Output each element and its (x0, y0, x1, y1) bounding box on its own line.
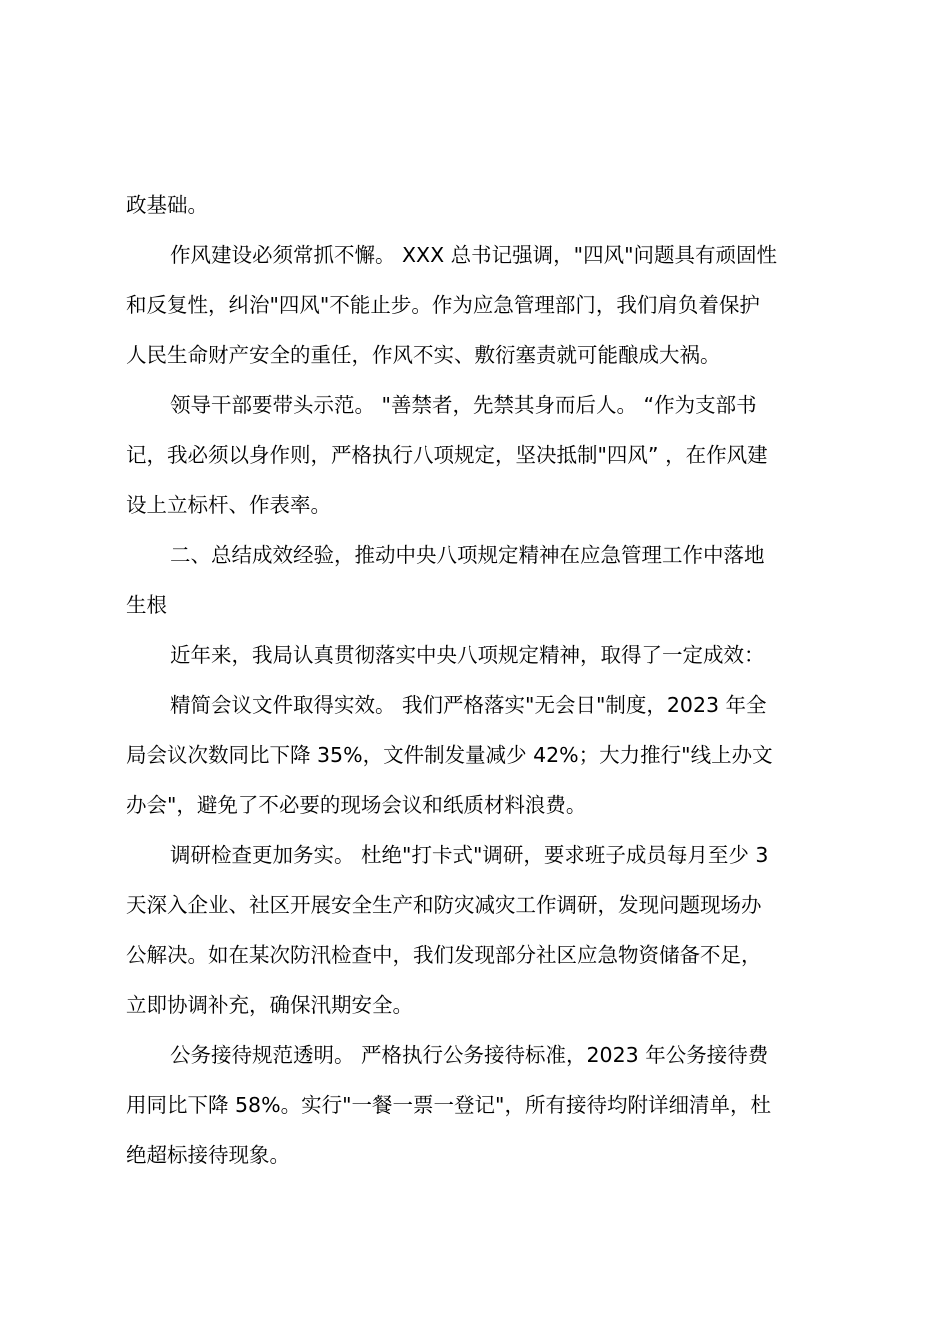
section-heading-line-2: 生根 (126, 593, 167, 617)
text-line-6: 记，我必须以身作则，严格执行八项规定，坚决抵制"四风” ，在作风建 (126, 443, 768, 467)
text-line-11: 精简会议文件取得实效。 我们严格落实"无会日"制度，2023 年全 (170, 693, 767, 717)
text-line-18: 公务接待规范透明。 严格执行公务接待标准，2023 年公务接待费 (170, 1043, 769, 1067)
text-line-1: 政基础。 (126, 193, 208, 217)
document-body (126, 180, 834, 1180)
text-line-3: 和反复性，纠治"四风"不能止步。作为应急管理部门，我们肩负着保护 (126, 293, 760, 317)
text-line-2: 作风建设必须常抓不懈。 XXX 总书记强调，"四风"问题具有顽固性 (170, 243, 778, 267)
text-line-10: 近年来，我局认真贯彻落实中央八项规定精神，取得了一定成效： (170, 643, 765, 667)
text-line-19: 用同比下降 58%。实行"一餐一票一登记"，所有接待均附详细清单，杜 (126, 1093, 771, 1117)
text-line-15: 天深入企业、社区开展安全生产和防灾减灾工作调研，发现问题现场办 (126, 893, 762, 917)
text-line-5: 领导干部要带头示范。 "善禁者，先禁其身而后人。 “作为支部书 (170, 393, 757, 417)
text-line-12: 局会议次数同比下降 35%，文件制发量减少 42%；大力推行"线上办文 (126, 743, 773, 767)
text-line-7: 设上立标杆、作表率。 (126, 493, 331, 517)
text-line-16: 公解决。如在某次防汛检查中，我们发现部分社区应急物资储备不足， (126, 943, 762, 967)
text-line-14: 调研检查更加务实。 杜绝"打卡式"调研，要求班子成员每月至少 3 (170, 843, 769, 867)
text-line-20: 绝超标接待现象。 (126, 1143, 290, 1167)
text-line-4: 人民生命财产安全的重任，作风不实、敷衍塞责就可能酿成大祸。 (126, 343, 721, 367)
text-line-17: 立即协调补充，确保汛期安全。 (126, 993, 413, 1017)
text-line-13: 办会"，避免了不必要的现场会议和纸质材料浪费。 (126, 793, 587, 817)
section-heading-line-1: 二、总结成效经验，推动中央八项规定精神在应急管理工作中落地 (170, 543, 765, 567)
